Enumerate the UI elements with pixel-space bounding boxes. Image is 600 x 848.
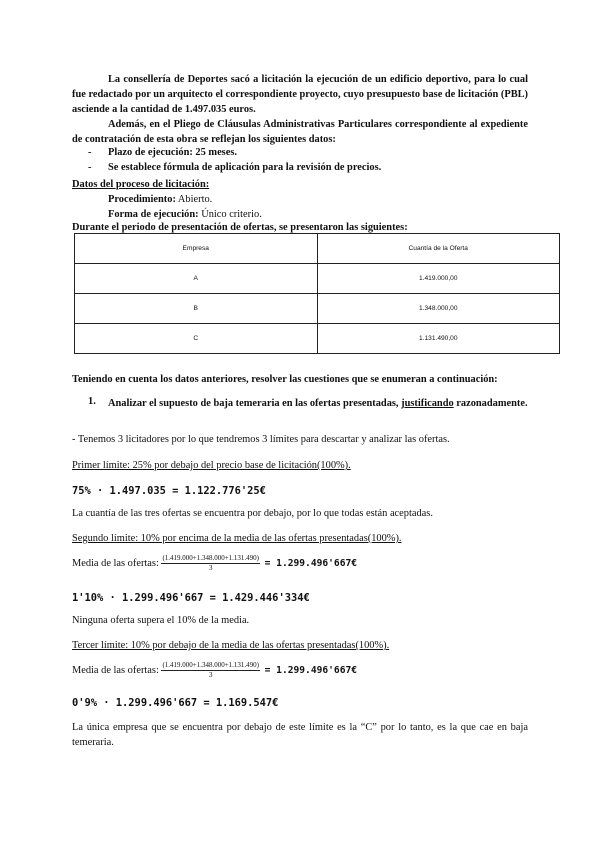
limit2-result: Ninguna oferta supera el 10% de la media. xyxy=(72,615,250,626)
procedure-value: Abierto. xyxy=(175,194,213,205)
mean-fraction xyxy=(161,554,260,573)
limit2-calc: 1'10% · 1.299.496'667 = 1.429.446'334€ xyxy=(72,592,310,604)
answer-intro: - Tenemos 3 licitadores por lo que tendremos 3 límites para descartar y analizar las ofertas. xyxy=(72,434,450,445)
mean-result: = 1.299.496'667€ xyxy=(264,664,358,676)
question-text xyxy=(108,396,528,411)
table-cell: C xyxy=(75,324,318,354)
mean-label: Media de las ofertas: xyxy=(72,557,162,569)
bullet-item-2: Se establece fórmula de aplicación para la revisión de precios. xyxy=(108,162,382,173)
mean-fraction xyxy=(161,661,260,680)
table-cell: A xyxy=(75,264,318,294)
form-label: Forma de ejecución: xyxy=(108,209,199,220)
mean-numerator: (1.419.000+1.348.000+1.131.490) xyxy=(162,554,260,562)
offers-intro: Durante el periodo de presentación de ofertas, se presentaron las siguientes: xyxy=(72,222,408,233)
intro-paragraph-1: La consellería de Deportes sacó a licitación la ejecución de un edificio deportivo, para lo cual fue redactado por un arquitecto el correspondiente proyecto, cuyo presupuesto base de licitación (PBL) asciende a la cantidad de 1.497.035 euros. xyxy=(72,74,529,115)
bullet-item-1: Plazo de ejecución: 25 meses. xyxy=(108,147,237,158)
mean-line-2 xyxy=(72,661,357,680)
table-cell: 1.419.000,00 xyxy=(317,264,560,294)
mean-result: = 1.299.496'667€ xyxy=(264,557,358,569)
question-text-a: Analizar el supuesto de baja temeraria en las ofertas presentadas, xyxy=(108,398,402,409)
procedure-label: Procedimiento: xyxy=(108,194,176,205)
limit2-title: Segundo límite: 10% por encima de la media de las ofertas presentadas(100%). xyxy=(72,533,402,544)
process-heading: Datos del proceso de licitación: xyxy=(72,179,210,190)
intro-paragraph-2: Además, en el Pliego de Cláusulas Administrativas Particulares correspondiente al expediente de contratación de esta obra se reflejan los siguientes datos: xyxy=(72,119,528,145)
mean-denominator: 3 xyxy=(208,671,213,679)
offers-table xyxy=(74,233,560,354)
question-lead: Teniendo en cuenta los datos anteriores, resolver las cuestiones que se enumeran a continuación: xyxy=(72,374,498,385)
question-number: 1. xyxy=(88,396,96,407)
table-row xyxy=(75,264,560,294)
limit3-calc: 0'9% · 1.299.496'667 = 1.169.547€ xyxy=(72,697,279,709)
conclusion: La única empresa que se encuentra por debajo de este límite es la “C” por lo tanto, es la que cae en baja temeraria. xyxy=(72,722,528,748)
bullet-mark-1: - xyxy=(88,147,92,158)
mean-numerator: (1.419.000+1.348.000+1.131.490) xyxy=(162,661,260,669)
mean-line-1 xyxy=(72,554,357,573)
table-row xyxy=(75,324,560,354)
limit3-title: Tercer límite: 10% por debajo de la media de las ofertas presentadas(100%). xyxy=(72,640,390,651)
table-cell: 1.131.490,00 xyxy=(317,324,560,354)
limit1-calc: 75% · 1.497.035 = 1.122.776'25€ xyxy=(72,485,266,497)
limit1-title: Primer límite: 25% por debajo del precio base de licitación(100%). xyxy=(72,460,351,471)
table-cell: B xyxy=(75,294,318,324)
table-row xyxy=(75,294,560,324)
table-header-row xyxy=(75,234,560,264)
form-value: Único criterio. xyxy=(198,209,262,220)
table-header-cell: Cuantía de la Oferta xyxy=(317,234,560,264)
bullet-mark-2: - xyxy=(88,162,92,173)
mean-label: Media de las ofertas: xyxy=(72,664,162,676)
question-text-c: razonadamente. xyxy=(453,398,528,409)
mean-denominator: 3 xyxy=(208,564,213,572)
limit1-result: La cuantía de las tres ofertas se encuentra por debajo, por lo que todas están aceptadas. xyxy=(72,508,433,519)
table-header-cell: Empresa xyxy=(75,234,318,264)
table-cell: 1.348.000,00 xyxy=(317,294,560,324)
question-text-b: justificando xyxy=(401,398,454,409)
procedure-line xyxy=(108,192,564,207)
